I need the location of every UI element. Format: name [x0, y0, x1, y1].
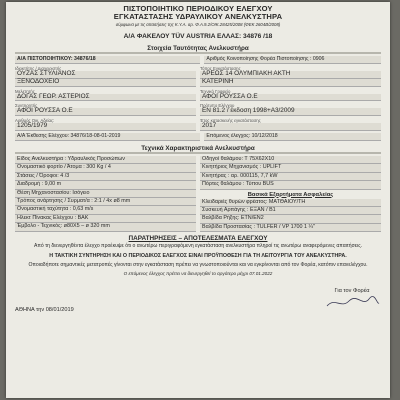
- specs-grid: [15, 156, 381, 232]
- spec-load: Ονομαστικό φορτίο / Άτομα : 300 Kg / 4: [15, 164, 196, 172]
- section-band: [15, 152, 381, 154]
- permit-field: Αριθμός Οικ. Αδείας: 1205/1979: [15, 118, 196, 131]
- spec-door-locks: Κλειδαριές θυρών φρέατος: ΜΑΤΘΑΙΟΥ/ΤΗ: [200, 199, 381, 207]
- spec-type: Είδος Ανελκυστήρα : Υδραυλικός Προσώπων: [15, 156, 196, 164]
- remarks-paragraph-4: Ο επόμενος έλεγχος πρέπει να διενεργηθεί το αργότερο μέχρι 07.01.2022: [123, 271, 273, 277]
- maintainer-field: Συντηρητής ΑΦΟΙ ΡΟΥΣΣΑ Ο.Ε: [15, 103, 196, 116]
- legal-subtitle: σύμφωνα με τις απαιτήσεις της Κ.Υ.Α. αρ. Φ.Α.9.2/ΟΙΚ.28425/2008 (ΦΕΚ 2604Β/2008): [115, 21, 281, 27]
- spec-protection-valve: Βαλβίδα Προστασίας : TULFER / VP 1700 1 ¼": [200, 224, 381, 232]
- spec-drive: Κινητήριος Μηχανισμός : UPLIFT: [200, 164, 381, 172]
- certificate-footer: [15, 288, 381, 314]
- tech-office-field: Τεχνικό Γραφείο ΑΦΟΙ ΡΟΥΣΣΑ Ο.Ε: [200, 89, 381, 102]
- remarks-title: ΠΑΡΑΤΗΡΗΣΕΙΣ – ΑΠΟΤΕΛΕΣΜΑΤΑ ΕΛΕΓΧΟΥ: [128, 235, 268, 243]
- safety-components-title: Βασικά Εξαρτήματα Ασφαλείας: [247, 191, 334, 198]
- spec-machine-room: Θέση Μηχανοστασίου: Ισόγειο: [15, 190, 196, 198]
- signature-scribble: [323, 295, 381, 311]
- remarks-paragraph-1: Από τη διενεργηθέντα έλεγχο προέκυψε ότι ο ανωτέρω περιγραφόμενη εγκατάσταση ανελκυστήρα πληροί τις ανωτέρω αναφερόμενες απαιτήσεις.: [33, 243, 363, 250]
- identity-grid: [15, 66, 381, 133]
- report-number: Α/Α Έκθεσης Ελέγχου: 34876/18-08-01-2019: [15, 133, 200, 141]
- spec-stops: Στάσεις / Όροφοι: 4 /3: [15, 173, 196, 181]
- notified-body-number: Αριθμός Κοινοποίησης Φορέα Πιστοποίησης : 0906: [204, 56, 381, 64]
- spec-rails: Οδηγοί θαλάμου: Τ 75Χ62Χ10: [200, 156, 381, 164]
- section-band: [15, 52, 381, 54]
- title-line-1: ΠΙΣΤΟΠΟΙΗΤΙΚΟ ΠΕΡΙΟΔΙΚΟΥ ΕΛΕΓΧΟΥ: [123, 4, 273, 13]
- title-line-2: ΕΓΚΑΤΑΣΤΑΣΗΣ ΥΔΡΑΥΛΙΚΟΥ ΑΝΕΛΚΥΣΤΗΡΑ: [113, 12, 283, 22]
- spec-travel: Διαδρομή : 9,00 m: [15, 181, 196, 189]
- signer-label: Για τον Φορέα: [334, 287, 370, 294]
- specs-section-title: Τεχνικά Χαρακτηριστικά Ανελκυστήρα: [141, 144, 255, 152]
- designer-field: Μελετητής ΔΟΓΑΣ ΓΕΩΡ. ΑΣΤΕΡΙΟΣ: [15, 89, 196, 102]
- cert-number: Α/Α ΠΙΣΤΟΠΟΙΗΤΙΚΟΥ: 34876/18: [15, 56, 200, 64]
- spec-speed: Ονομαστική ταχύτητα : 0,63 m/s: [15, 206, 196, 214]
- identity-left: [15, 66, 196, 133]
- remarks-paragraph-3: Οποιαδήποτε σημαντικές μετατροπές γίνονται στην εγκατάσταση πρέπει να γνωστοποιούνται και να εγκρίνονται από τον Φορέα, κατόπιν επανελέγχου.: [28, 262, 368, 269]
- spec-control-panel: Ηλεκτ Πίνακας Ελέγχου : ΒΑΚ: [15, 215, 196, 223]
- certificate-header: [15, 5, 381, 41]
- spec-piston: Έμβολο - Τεχνικός: ø80X5 – ø 320 mm: [15, 223, 196, 231]
- cert-number-row: [15, 56, 381, 64]
- signature-block: [323, 288, 381, 314]
- spec-doors: Πόρτες θαλάμου : Τύπου BUS: [200, 181, 381, 189]
- owner-field: Ιδιοκτήτης / Διαχειριστής ΟΥΖΑΣ ΣΤΥΛΙΑΝΟΣ ΞΕΝΟΔΟΧΕΙΟ: [15, 66, 196, 87]
- spec-motor: Κινητήρας : αρ. 000115, 7,7 kW: [200, 173, 381, 181]
- identity-right: [200, 66, 381, 133]
- place-date: ΑΘΗΝΑ την 08/01/2019: [15, 306, 74, 313]
- spec-suspension: Τρόπος ανάρτησης / Συρματ/α : 2:1 / 4x ø8 mm: [15, 198, 196, 206]
- spec-rupture-valve: Βαλβίδα Ρήξης: ΕΤΝ/ΕΝ2: [200, 215, 381, 223]
- standard-field: Πρότυπο Ελέγχου ΕΝ 81.2 / έκδοση 1998+Α3/2009: [200, 103, 381, 116]
- report-dates-row: [15, 133, 381, 141]
- next-inspection: Επόμενος έλεγχος: 10/12/2018: [204, 133, 381, 141]
- specs-right: [200, 156, 381, 232]
- remarks-paragraph-2: Η ΤΑΚΤΙΚΗ ΣΥΝΤΗΡΗΣΗ ΚΑΙ Ο ΠΕΡΙΟΔΙΚΟΣ ΕΛΕΓΧΟΣ ΕΙΝΑΙ ΠΡΟΫΠΟΘΕΣΗ ΓΙΑ ΤΗ ΛΕΙΤΟΥΡΓΙΑ ΤΟΥ ΑΝΕΛΚΥΣΤΗΡΑ.: [49, 252, 347, 259]
- specs-left: [15, 156, 196, 232]
- certificate-page: [6, 2, 390, 398]
- location-field: Τόπος Εγκατάστασης ΑΡΕΩΣ 14 ΟΛΥΜΠΙΑΚΗ ΑΚΤΗ ΚΑΤΕΡΙΝΗ: [200, 66, 381, 87]
- spec-safety-gear: Συσκευή Αρπάγης : ΕΞΑΝ / Β1: [200, 207, 381, 215]
- folder-reference: Α/Α ΦΑΚΕΛΟΥ TÜV AUSTRIA ΕΛΛΑΣ: 34876 /18: [123, 33, 273, 41]
- year-field: Έτος κατασκευής εγκατάστασης 2017: [200, 118, 381, 131]
- identity-section-title: Στοιχεία Ταυτότητας Ανελκυστήρα: [147, 45, 249, 53]
